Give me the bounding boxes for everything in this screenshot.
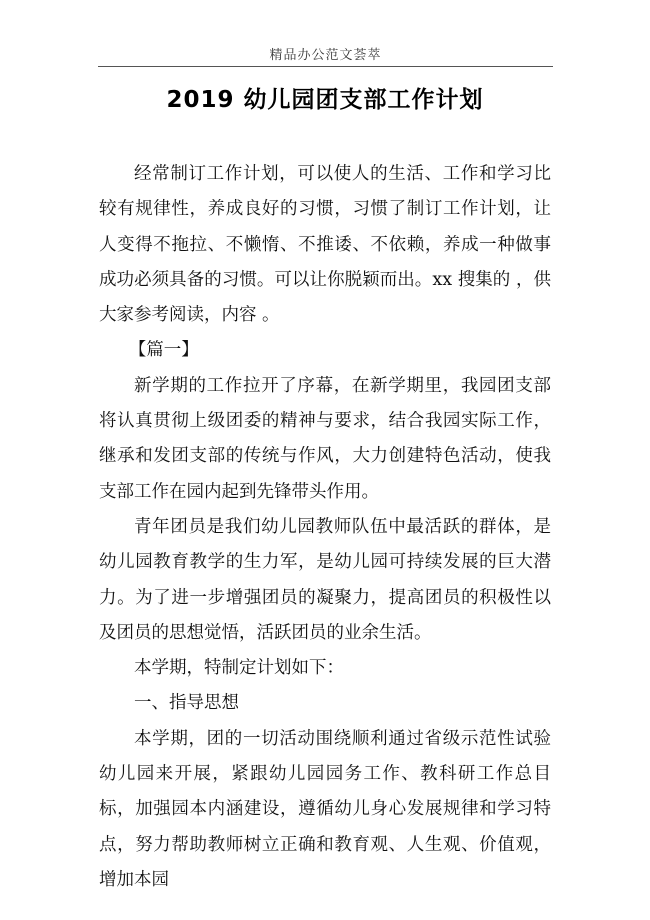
- paragraph-intro: 经常制订工作计划，可以使人的生活、工作和学习比较有规律性，养成良好的习惯，习惯了制订工作计划，让人变得不拖拉、不懒惰、不推诿、不依赖，养成一种做事成功必须具备的习惯。可以让你脱颖而出。xx 搜集的 ，供大家参考阅读，内容 。: [99, 164, 551, 326]
- section-heading-part-one: 【篇一】: [128, 340, 199, 361]
- header-divider: [98, 66, 553, 67]
- section-heading-guiding-ideology: 一、指导思想: [134, 693, 239, 714]
- document-body: [99, 157, 551, 898]
- document-title: 2019 幼儿园团支部工作计划: [166, 87, 484, 113]
- paragraph: 本学期，团的一切活动围绕顺利通过省级示范性试验幼儿园来开展，紧跟幼儿园园务工作、教科研工作总目标，加强园本内涵建设，遵循幼儿身心发展规律和学习特点，努力帮助教师树立正确和教育观、人生观、价值观，增加本园: [99, 728, 551, 890]
- paragraph: 青年团员是我们幼儿园教师队伍中最活跃的群体，是幼儿园教育教学的生力军，是幼儿园可持续发展的巨大潜力。为了进一步增强团员的凝聚力，提高团员的积极性以及团员的思想觉悟，活跃团员的业余生活。: [99, 516, 551, 643]
- paragraph: 新学期的工作拉开了序幕，在新学期里，我园团支部将认真贯彻上级团委的精神与要求，结合我园实际工作，继承和发团支部的传统与作风，大力创建特色活动，使我支部工作在园内起到先锋带头作用。: [99, 375, 551, 502]
- running-header: 精品办公范文荟萃: [269, 48, 382, 63]
- paragraph: 本学期，特制定计划如下：: [134, 658, 344, 679]
